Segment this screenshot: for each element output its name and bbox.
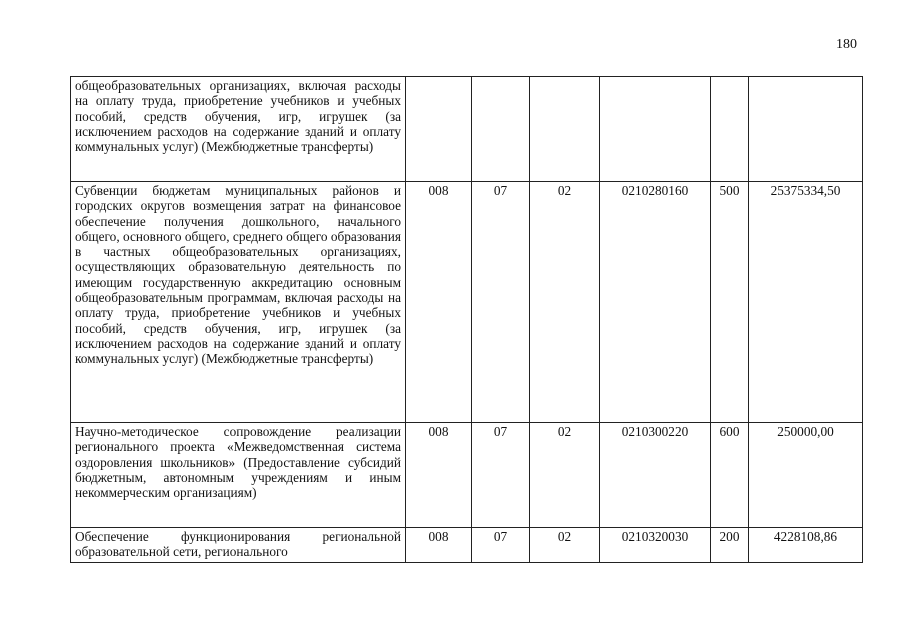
amount [749, 77, 863, 182]
section-code: 07 [472, 423, 530, 528]
amount: 250000,00 [749, 423, 863, 528]
row-description: Субвенции бюджетам муниципальных районов и городских округов возмещения затрат на финансовое обеспечение получения дошкольного, начального общего, основного общего, среднего общего образования в частных общеобразовательных организациях, осуществляющих образовательную деятельность по имеющим государственную аккредитацию основным общеобразовательным программам, включая расходы на оплату труда, приобретение учебников и учебных пособий, средств обучения, игр, игрушек (за исключением расходов на содержание зданий и оплату коммунальных услуг) (Межбюджетные трансферты) [71, 182, 406, 423]
ministry-code: 008 [406, 423, 472, 528]
row-description: Научно-методическое сопровождение реализации регионального проекта «Межведомственная система оздоровления школьников» (Предоставление субсидий бюджетным, автономным учреждениям и иным некоммерческим организациям) [71, 423, 406, 528]
target-article-code: 0210280160 [600, 182, 711, 423]
section-code: 07 [472, 528, 530, 563]
table-row [71, 528, 863, 563]
subsection-code: 02 [530, 528, 600, 563]
row-description: Обеспечение функционирования региональной образовательной сети, регионального [75, 529, 401, 560]
expense-type-code: 200 [711, 528, 749, 563]
subsection-code: 02 [530, 182, 600, 423]
expense-type-code [711, 77, 749, 182]
ministry-code: 008 [406, 528, 472, 563]
ministry-code [406, 77, 472, 182]
target-article-code: 0210320030 [600, 528, 711, 563]
target-article-code [600, 77, 711, 182]
table-row [71, 182, 863, 423]
budget-table [70, 76, 863, 563]
row-description-cell [71, 528, 406, 563]
table-row [71, 77, 863, 182]
expense-type-code: 500 [711, 182, 749, 423]
section-code: 07 [472, 182, 530, 423]
amount: 25375334,50 [749, 182, 863, 423]
expense-type-code: 600 [711, 423, 749, 528]
page-number: 180 [836, 37, 857, 52]
target-article-code: 0210300220 [600, 423, 711, 528]
ministry-code: 008 [406, 182, 472, 423]
row-description: общеобразовательных организациях, включая расходы на оплату труда, приобретение учебников и учебных пособий, средств обучения, игр, игрушек (за исключением расходов на содержание зданий и оплату коммунальных услуг) (Межбюджетные трансферты) [71, 77, 406, 182]
table-row [71, 423, 863, 528]
subsection-code [530, 77, 600, 182]
section-code [472, 77, 530, 182]
amount: 4228108,86 [749, 528, 863, 563]
subsection-code: 02 [530, 423, 600, 528]
